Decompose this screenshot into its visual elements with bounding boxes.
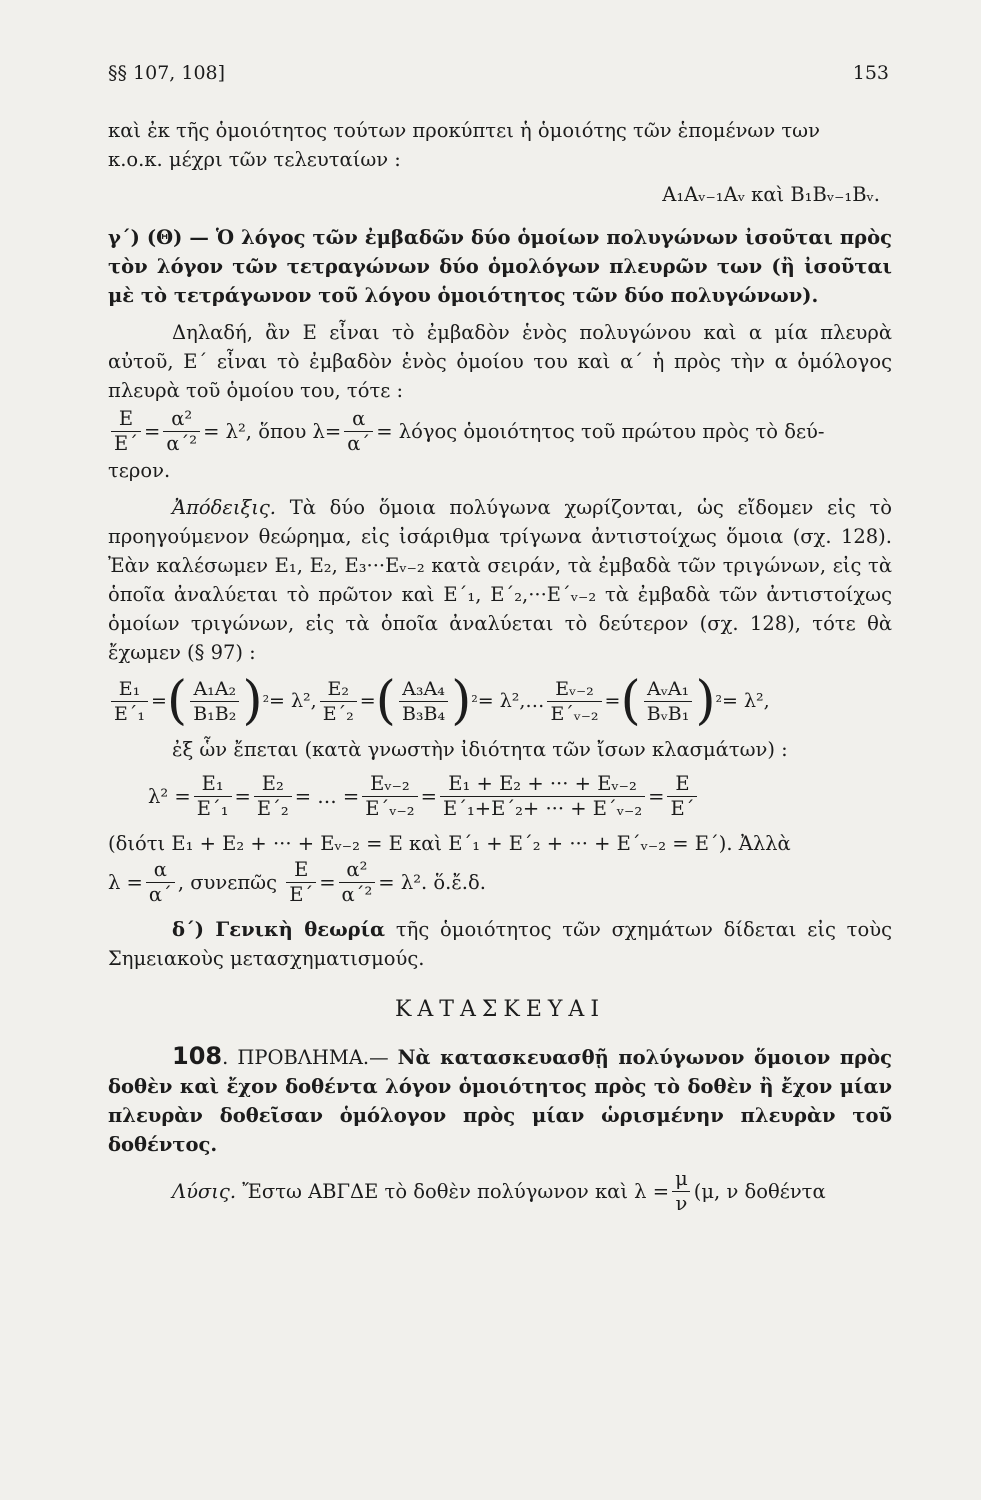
section-reference: §§ 107, 108] — [108, 62, 226, 84]
page-header — [108, 62, 889, 84]
formula-ratio-areas: $\frac{E}{E΄}$ = $\frac{\text{α²}}{\text{α΄²}}$ = λ², ὅπου λ= $\frac{\alpha}{\alpha΄}$ = λόγος ὁμοιότητος τοῦ πρώτου πρὸς τὸ δεύ- — [108, 407, 892, 456]
section-heading: ΚΑΤΑΣΚΕΥΑΙ — [394, 997, 606, 1022]
text-line: ἐξ ὧν ἔπεται (κατὰ γνωστὴν ἰδιότητα τῶν ἴσων κλασμάτων) : — [172, 738, 788, 761]
text-line: (διότι E₁ + E₂ + ··· + Eᵥ₋₂ = E καὶ E΄₁ + E΄₂ + ··· + E΄ᵥ₋₂ = E΄). Ἀλλὰ — [108, 832, 791, 855]
page-number: 153 — [852, 62, 889, 84]
theorem-gamma: γ΄) (Θ) — Ὁ λόγος τῶν ἐμβαδῶν δύο ὁμοίων πολυγώνων ἰσοῦται πρὸς τὸν λόγον τῶν τετραγώνων δύο ὁμολόγων πλευρῶν των (ἢ ἰσοῦται μὲ τὸ τετράγωνον τοῦ λόγου ὁμοιότητος τῶν δύο πολυγώνων). — [108, 226, 892, 307]
paragraph-delta: δ΄) Γενικὴ θεωρία τῆς ὁμοιότητος τῶν σχημάτων δίδεται εἰς τοὺς Σημειακοὺς μετασχηματισμούς. — [108, 918, 892, 970]
solution-line: Λύσις. Ἔστω ΑΒΓΔΕ τὸ δοθὲν πολύγωνον καὶ λ = $\frac{\mu}{\nu}$ (μ, ν δοθέντα — [172, 1167, 826, 1215]
paragraph-explanation: Δηλαδή, ἂν E εἶναι τὸ ἐμβαδὸν ἑνὸς πολυγώνου καὶ α μία πλευρὰ αὐτοῦ, E΄ εἶναι τὸ ἐμβαδὸν ἑνὸς ὁμοίου του καὶ α΄ ἡ πρὸς τὴν α ὁμόλογος πλευρὰ τοῦ ὁμοίου του, τότε : — [108, 321, 892, 402]
formula-conclusion: λ = $\frac{\alpha}{\alpha΄}$ , συνεπῶς $\frac{E}{E΄}$ = $\frac{\text{α²}}{\text{α΄²}}$ = λ². ὅ.ἔ.δ. — [108, 858, 486, 906]
formula-triangle-ratios: $\frac{\text{E₁}}{\text{E΄₁}}$ = ( $\frac{\text{A₁A₂}}{\text{B₁B₂}}$ ) ² = λ², $\frac{\text{E₂}}{\text{E΄₂}}$ = ( $\frac{\text{A₃A₄}}{\text{B₃B₄}}$ ) ² = λ²,… $\frac{\text{Eᵥ₋₂}}{\text{E΄ᵥ₋₂}}$ = ( $\frac{\text{AᵥA₁}}{\text{BᵥB₁}}$ ) ² = λ², — [108, 675, 892, 727]
text-line: τερον. — [108, 459, 171, 482]
page-body — [108, 116, 892, 1216]
formula-line: A₁Aᵥ₋₁Aᵥ καὶ B₁Bᵥ₋₁Bᵥ. — [662, 183, 880, 206]
problem-108: 108. ΠΡΟΒΛΗΜΑ.— Νὰ κατασκευασθῇ πολύγωνον ὅμοιον πρὸς δοθὲν καὶ ἔχον δοθέντα λόγον ὁμοιότητος πρὸς τὸ δοθὲν ἢ ἔχον μίαν πλευρὰν δοθεῖσαν ὁμόλογον πρὸς μίαν ὡρισμένην πλευρὰν τοῦ δοθέντος. — [108, 1042, 892, 1156]
text-line: κ.ο.κ. μέχρι τῶν τελευταίων : — [108, 148, 401, 171]
text-line: καὶ ἐκ τῆς ὁμοιότητος τούτων προκύπτει ἡ ὁμοιότης τῶν ἑπομένων των — [108, 119, 820, 142]
formula-sum-ratios: λ² = $\frac{\text{E₁}}{\text{E΄₁}}$ = $\frac{\text{E₂}}{\text{E΄₂}}$ = … = $\frac{\text{Eᵥ₋₂}}{\text{E΄ᵥ₋₂}}$ = $\frac{\text{E₁ + E₂ + ··· + Eᵥ₋₂}}{\text{E΄₁+E΄₂+ ··· + E΄ᵥ₋₂}}$ = $\frac{E}{E΄}$ — [148, 772, 892, 821]
paragraph-proof: Ἀπόδειξις. Τὰ δύο ὅμοια πολύγωνα χωρίζονται, ὡς εἴδομεν εἰς τὸ προηγούμενον θεώρημα, εἰς ἰσάριθμα τρίγωνα ἀντιστοίχως ὅμοια (σχ. 128). Ἐὰν καλέσωμεν E₁, E₂, E₃···Eᵥ₋₂ κατὰ σειράν, τὰ ἐμβαδὰ τῶν τριγώνων, εἰς τὰ ὁποῖα ἀναλύεται τὸ πρῶτον καὶ E΄₁, E΄₂,···E΄ᵥ₋₂ τὰ ἐμβαδὰ τῶν ἀντιστοίχως ὁμοίων τριγώνων, εἰς τὰ ὁποῖα ἀναλύεται τὸ δεύτερον (σχ. 128), τότε θὰ ἔχωμεν (§ 97) : — [108, 496, 893, 664]
